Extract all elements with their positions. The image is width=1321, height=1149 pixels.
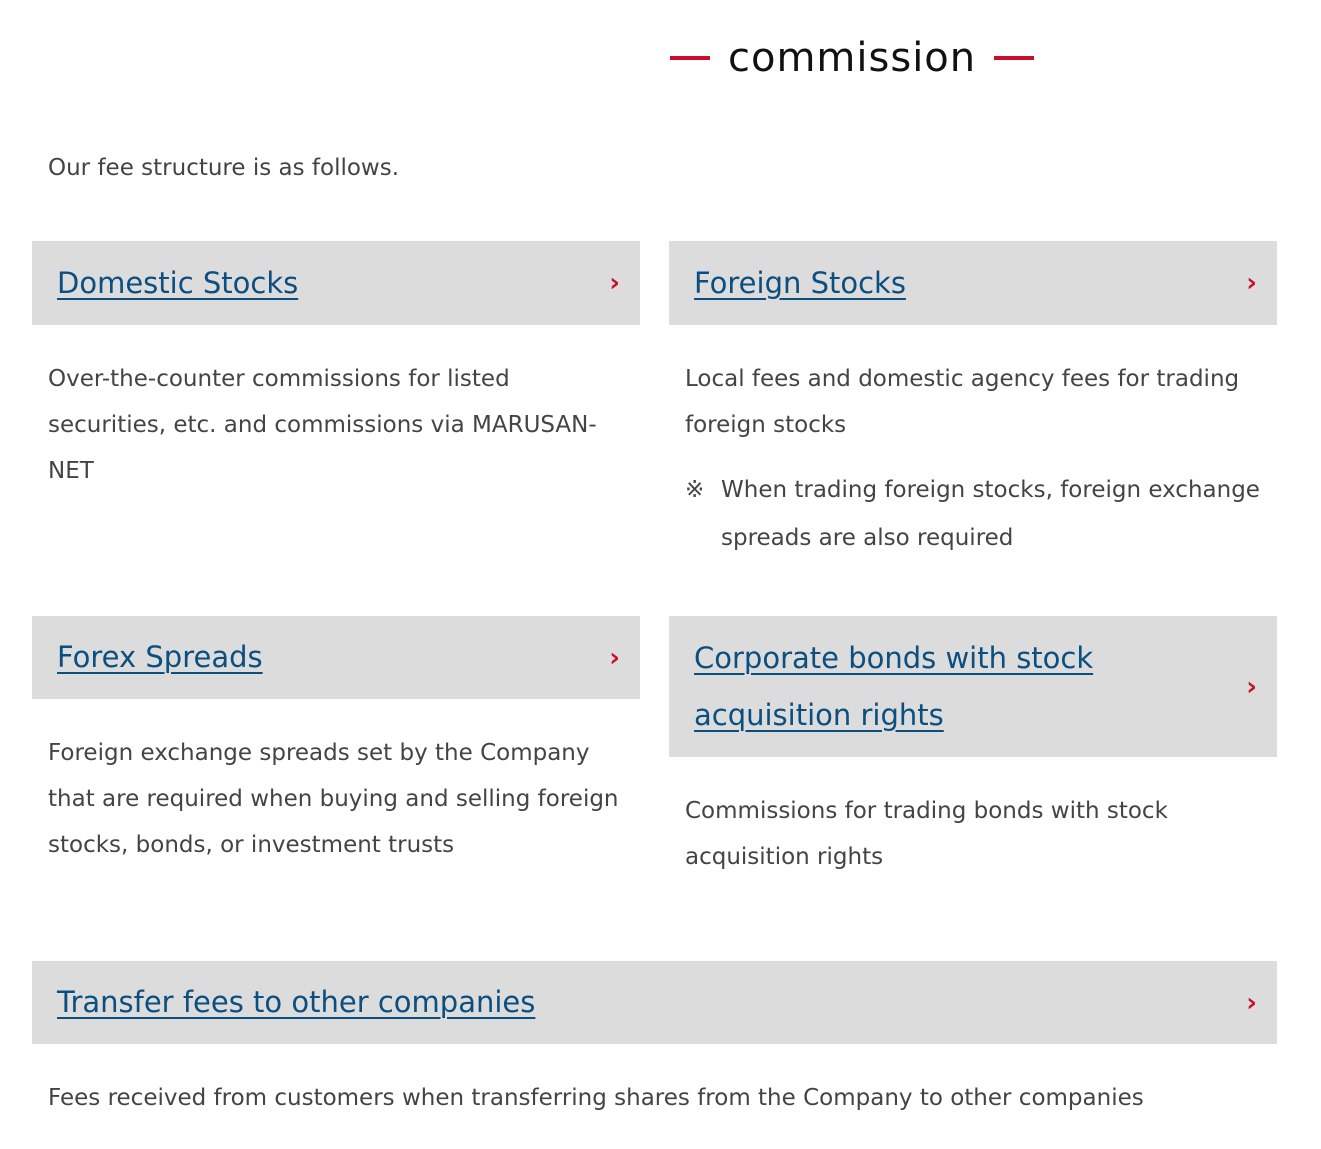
link-domestic-stocks[interactable]: Domestic Stocks xyxy=(57,265,299,300)
card-header-domestic-stocks[interactable] xyxy=(32,241,640,325)
link-foreign-stocks[interactable]: Foreign Stocks xyxy=(694,265,906,300)
card-note xyxy=(669,466,1277,562)
card-header-transfer-fees[interactable] xyxy=(32,961,1277,1044)
title-left-dash xyxy=(670,56,710,60)
page-title-block xyxy=(670,30,1034,86)
chevron-right-icon[interactable]: › xyxy=(1246,268,1257,298)
chevron-right-icon[interactable]: › xyxy=(609,642,620,673)
chevron-right-icon[interactable]: › xyxy=(1246,987,1257,1018)
card-description: Commissions for trading bonds with stock acquisition rights xyxy=(685,798,1168,870)
card-foreign-stocks xyxy=(669,241,1277,562)
card-header-forex-spreads[interactable] xyxy=(32,616,640,699)
link-transfer-fees[interactable]: Transfer fees to other companies xyxy=(57,985,536,1019)
title-right-dash xyxy=(994,56,1034,60)
card-description: Fees received from customers when transferring shares from the Company to other companies xyxy=(48,1085,1144,1111)
card-description: Local fees and domestic agency fees for trading foreign stocks xyxy=(685,366,1240,438)
chevron-right-icon[interactable]: › xyxy=(609,268,620,298)
chevron-right-icon[interactable]: › xyxy=(1246,671,1257,702)
reference-mark-icon: ※ xyxy=(685,477,705,503)
link-corporate-bonds[interactable]: Corporate bonds with stock acquisition rights xyxy=(694,640,1094,732)
card-header-corporate-bonds[interactable] xyxy=(669,616,1277,757)
card-description: Over-the-counter commissions for listed securities, etc. and commissions via MARUSAN-NET xyxy=(48,366,597,484)
link-forex-spreads[interactable]: Forex Spreads xyxy=(57,640,263,674)
card-description: Foreign exchange spreads set by the Company that are required when buying and selling foreign stocks, bonds, or investment trusts xyxy=(48,740,619,858)
note-text: When trading foreign stocks, foreign exchange spreads are also required xyxy=(721,477,1260,551)
card-corporate-bonds xyxy=(669,616,1277,880)
card-forex-spreads xyxy=(32,616,640,868)
intro-text: Our fee structure is as follows. xyxy=(48,155,400,181)
page-title: commission xyxy=(728,35,977,81)
card-header-foreign-stocks[interactable] xyxy=(669,241,1277,325)
card-domestic-stocks xyxy=(32,241,640,494)
card-transfer-fees xyxy=(32,961,1277,1121)
